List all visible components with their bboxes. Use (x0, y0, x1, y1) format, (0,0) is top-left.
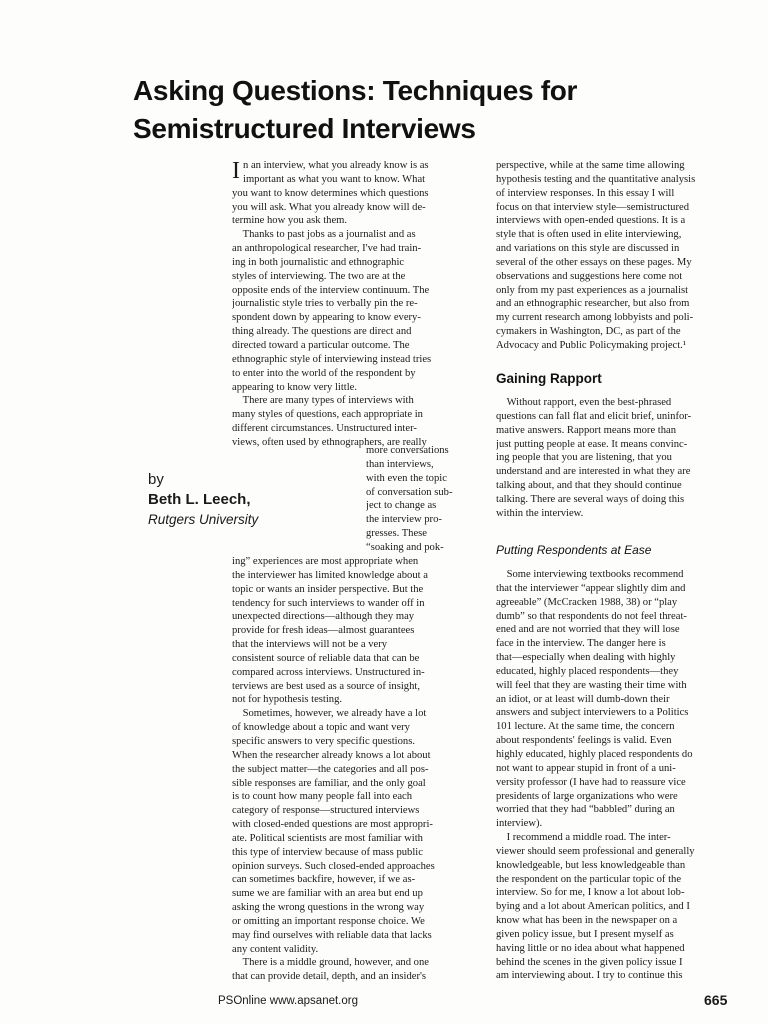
column-1-bottom (232, 555, 472, 984)
text-line: observations and suggestions here come not (496, 270, 683, 282)
text-line: sume we are familiar with an area but end up (232, 888, 423, 900)
text-line: highly educated, highly placed respondents do (496, 748, 693, 760)
text-line: having little or no idea about what happened (496, 942, 685, 954)
text-line: of knowledge about a topic and want very (232, 722, 410, 734)
text-line: styles of interviewing. The two are at the (232, 270, 406, 282)
column-1-narrow (366, 444, 472, 555)
text-line: that can provide detail, depth, and an insider's (232, 971, 427, 983)
text-line: I recommend a middle road. The inter- (496, 832, 671, 844)
text-line: Without rapport, even the best-phrased (496, 397, 672, 408)
text-line: behind the scenes in the given policy issue I (496, 956, 683, 968)
text-line: sible responses are familiar, and the only goal (232, 777, 426, 789)
drop-cap: I (232, 158, 240, 184)
text-line: ened and are not worried that they will lose (496, 624, 680, 636)
text-line: with closed-ended questions are most appropri- (232, 819, 433, 831)
text-line: this type of interview because of mass public (232, 846, 423, 858)
text-line: Some interviewing textbooks recommend (496, 569, 684, 580)
text-line: and variations on this style are discussed in (496, 243, 680, 255)
text-line: When the researcher already knows a lot about (232, 749, 431, 761)
text-line: face in the interview. The danger here is (496, 638, 666, 650)
text-line: than interviews, (366, 458, 434, 470)
text-line: Sometimes, however, we already have a lot (232, 708, 427, 720)
text-line: interview). (496, 818, 543, 830)
text-line: appearing to know very little. (232, 381, 358, 393)
text-line: that—especially when dealing with highly (496, 652, 676, 664)
column-2-putting-respondents (496, 568, 736, 983)
text-line: agreeable” (McCracken 1988, 38) or “play (496, 596, 678, 608)
text-line: termine how you ask them. (232, 215, 348, 227)
text-line: and an ethnographic researcher, but also from (496, 298, 690, 310)
text-line: spondent down by appearing to know every- (232, 312, 421, 324)
subheading-putting-respondents: Putting Respondents at Ease (496, 543, 652, 557)
text-line: within the interview. (496, 507, 584, 519)
byline (148, 470, 278, 530)
byline-by: by (148, 471, 164, 488)
footer-journal: PSOnline www.apsanet.org (218, 995, 358, 1007)
text-line: only from my past experiences as a journalist (496, 284, 689, 296)
text-line: any content validity. (232, 943, 319, 955)
text-line: several of the other essays on these pages. My (496, 256, 692, 268)
text-line: an anthropological researcher, I've had train- (232, 243, 422, 255)
text-line: can sometimes backfire, however, if we as- (232, 874, 416, 886)
text-line: questions can fall flat and elicit brief, uninfor- (496, 410, 692, 422)
text-line: ject to change as (366, 500, 437, 512)
text-line: many styles of questions, each appropriate in (232, 409, 423, 421)
text-line: interviews with open-ended questions. It is a (496, 215, 686, 227)
text-line: specific answers to very specific questions. (232, 735, 415, 747)
column-2-gaining-rapport (496, 396, 736, 521)
text-line: worried that they had “babbled” during an (496, 804, 675, 816)
text-line: to enter into the world of the respondent by (232, 367, 416, 379)
text-line: views, often used by ethnographers, are really (232, 436, 427, 448)
text-line: know what has been in the newspaper on a (496, 915, 678, 927)
text-line: opposite ends of the interview continuum. The (232, 284, 430, 296)
text-line: mative answers. Rapport means more than (496, 424, 677, 436)
text-line: provide for fresh ideas—almost guarantees (232, 625, 415, 637)
text-line: with even the topic (366, 472, 447, 484)
text-line: more conversations (366, 445, 449, 456)
text-line: terviews are best used as a source of insight, (232, 680, 420, 692)
page-number: 665 (704, 992, 728, 1008)
title-line-1: Asking Questions: Techniques for (133, 75, 578, 106)
text-line: of interview responses. In this essay I will (496, 187, 675, 199)
text-line: the subject matter—the categories and all pos- (232, 763, 429, 775)
text-line: of conversation sub- (366, 486, 453, 498)
text-line: There is a middle ground, however, and one (232, 957, 429, 969)
text-line: important as what you want to know. What (243, 173, 426, 185)
text-line: tendency for such interviews to wander off in (232, 597, 425, 609)
text-line: talking about, and that they should continue (496, 480, 682, 492)
text-line: the respondent on the particular topic of the (496, 873, 682, 885)
text-line: topic or wants an insider perspective. But the (232, 583, 424, 595)
text-line: educated, highly placed respondents—they (496, 665, 679, 677)
text-line: versity professor (I have had to reassure vice (496, 776, 686, 788)
text-line: ing people that you are listening, that you (496, 452, 672, 464)
text-line: not for hypothesis testing. (232, 694, 343, 706)
text-line: given policy issue, but I present myself as (496, 928, 674, 940)
text-line: ate. Political scientists are most familiar with (232, 832, 423, 844)
text-line: opinion surveys. Such closed-ended approaches (232, 860, 435, 872)
text-line: not want to appear stupid in front of a uni- (496, 762, 676, 774)
text-line: style that is often used in elite interviewing, (496, 229, 682, 241)
text-line: consistent source of reliable data that can be (232, 652, 420, 664)
text-line: am interviewing about. I try to continue this (496, 970, 683, 982)
text-line: presidents of large organizations who were (496, 790, 678, 802)
text-line: bying and a lot about American politics, and I (496, 901, 690, 913)
text-line: that the interviewer “appear slightly dim and (496, 582, 686, 594)
text-line: may find ourselves with reliable data that lacks (232, 929, 432, 941)
text-line: Advocacy and Public Policymaking project.¹ (496, 339, 686, 351)
article-title (133, 72, 693, 148)
text-line: the interview pro- (366, 514, 442, 526)
text-line: or omitting an important response choice. We (232, 915, 425, 927)
author-affiliation: Rutgers University (148, 512, 259, 527)
text-line: will feel that they are wasting their time with (496, 679, 687, 691)
text-line: talking. There are several ways of doing this (496, 493, 685, 505)
text-line: answers and subject interviewers to a Politics (496, 707, 689, 719)
text-line: Thanks to past jobs as a journalist and as (232, 229, 416, 241)
column-2-top (496, 159, 736, 353)
section-heading-gaining-rapport: Gaining Rapport (496, 371, 602, 386)
text-line: viewer should seem professional and generally (496, 845, 695, 857)
column-1-top-lines (232, 159, 472, 450)
text-line: that the interviews will not be a very (232, 639, 388, 651)
text-line: ing” experiences are most appropriate when (232, 556, 419, 567)
text-line: knowledgeable, but less knowledgeable than (496, 859, 686, 871)
text-line: just putting people at ease. It means convinc- (496, 438, 688, 450)
text-line: There are many types of interviews with (232, 395, 414, 407)
text-line: n an interview, what you already know is as (243, 160, 429, 171)
text-line: ing in both journalistic and ethnographic (232, 256, 405, 268)
text-line: directed toward a particular outcome. The (232, 339, 410, 351)
text-line: asking the wrong questions in the wrong way (232, 902, 425, 914)
text-line: ethnographic style of interviewing instead tries (232, 353, 432, 365)
text-line: dumb” so that respondents do not feel threat- (496, 610, 687, 622)
text-line: category of response—structured interviews (232, 805, 420, 817)
text-line: an idiot, or at least will dumb-down their (496, 693, 670, 705)
text-line: 101 lecture. At the same time, the concern (496, 721, 675, 733)
text-line: “soaking and pok- (366, 541, 444, 553)
text-line: is to count how many people fall into each (232, 791, 413, 803)
text-line: understand and are interested in what they are (496, 466, 691, 478)
text-line: thing already. The questions are direct and (232, 326, 412, 338)
text-line: you want to know determines which questions (232, 187, 429, 199)
text-line: about respondents' feelings is valid. Even (496, 735, 672, 747)
text-line: hypothesis testing and the quantitative analysis (496, 173, 696, 185)
text-line: unexpected directions—although they may (232, 611, 415, 623)
text-line: the interviewer has limited knowledge about a (232, 569, 428, 581)
text-line: cymakers in Washington, DC, as part of the (496, 326, 681, 338)
text-line: different circumstances. Unstructured inter- (232, 423, 417, 435)
title-line-2: Semistructured Interviews (133, 113, 476, 144)
author-name: Beth L. Leech, (148, 491, 251, 508)
text-line: perspective, while at the same time allowing (496, 160, 685, 171)
text-line: you will ask. What you already know will de- (232, 201, 426, 213)
text-line: my current research among lobbyists and poli- (496, 312, 694, 324)
text-line: focus on that interview style—semistructured (496, 201, 689, 213)
text-line: compared across interviews. Unstructured in- (232, 666, 425, 678)
text-line: interview. So for me, I know a lot about lob- (496, 887, 685, 899)
column-1-top (232, 159, 472, 450)
text-line: gresses. These (366, 528, 427, 540)
text-line: journalistic style tries to verbally pin the re- (232, 298, 418, 310)
